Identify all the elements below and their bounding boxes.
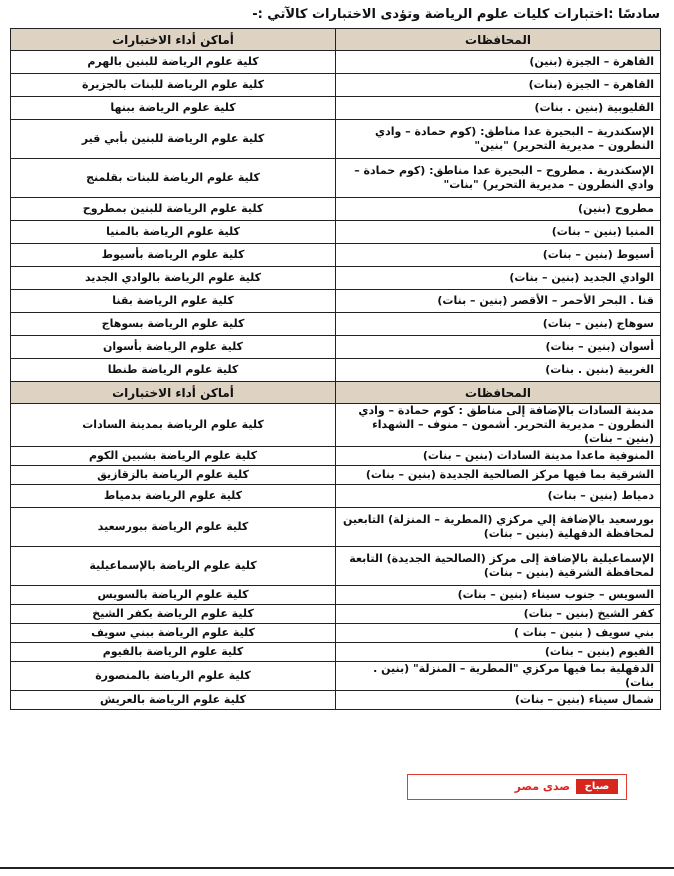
table-row — [11, 624, 661, 643]
watermark-text: صدى مصر — [514, 780, 570, 793]
site-watermark — [407, 774, 627, 800]
table-header-row — [11, 29, 661, 51]
governorate-cell: المنوفية ماعدا مدينة السادات (بنين – بنات) — [336, 447, 661, 466]
table-row — [11, 336, 661, 359]
place-cell: كلية علوم الرياضة بدمياط — [11, 485, 336, 508]
place-cell: كلية علوم الرياضة للبنين بمطروح — [11, 198, 336, 221]
governorate-cell: الشرقية بما فيها مركز الصالحية الجديدة (بنين – بنات) — [336, 466, 661, 485]
place-cell: كلية علوم الرياضة بالعريش — [11, 691, 336, 710]
table-row — [11, 51, 661, 74]
place-cell: كلية علوم الرياضة للبنين بأبي قير — [11, 120, 336, 159]
table-row — [11, 267, 661, 290]
place-cell: كلية علوم الرياضة بالفيوم — [11, 643, 336, 662]
place-cell: كلية علوم الرياضة بأسوان — [11, 336, 336, 359]
place-cell: كلية علوم الرياضة بقنا — [11, 290, 336, 313]
governorate-cell: أسيوط (بنين – بنات) — [336, 244, 661, 267]
governorate-cell: كفر الشيخ (بنين – بنات) — [336, 605, 661, 624]
place-cell: كلية علوم الرياضة بالمنيا — [11, 221, 336, 244]
governorate-cell: قنا . البحر الأحمر – الأقصر (بنين – بنات) — [336, 290, 661, 313]
watermark-logo-mark: صباح — [576, 779, 618, 794]
table-row — [11, 447, 661, 466]
governorate-cell: بورسعيد بالإضافة إلي مركزي (المطرية – المنزلة) التابعين لمحافظة الدقهلية (بنين – بنات) — [336, 508, 661, 547]
table-row — [11, 691, 661, 710]
governorate-cell: الدقهلية بما فيها مركزي "المطرية – المنزلة" (بنين . بنات) — [336, 662, 661, 691]
place-cell: كلية علوم الرياضة بكفر الشيخ — [11, 605, 336, 624]
governorate-cell: الإسكندرية – البحيرة عدا مناطق: (كوم حمادة – وادي النطرون – مديرية التحرير) "بنين" — [336, 120, 661, 159]
governorate-cell: الإسكندرية . مطروح – البحيرة عدا مناطق: (كوم حمادة – وادي النطرون – مديرية التحرير) "بنات" — [336, 159, 661, 198]
governorate-cell: الفيوم (بنين – بنات) — [336, 643, 661, 662]
governorate-cell: القاهرة – الجيزة (بنين) — [336, 51, 661, 74]
governorate-cell: دمياط (بنين – بنات) — [336, 485, 661, 508]
place-cell: كلية علوم الرياضة طنطا — [11, 359, 336, 382]
table-row — [11, 485, 661, 508]
table-row — [11, 605, 661, 624]
place-cell: كلية علوم الرياضة بأسيوط — [11, 244, 336, 267]
table-row — [11, 547, 661, 586]
table-row — [11, 359, 661, 382]
page-bottom-rule — [0, 867, 674, 869]
table-row — [11, 466, 661, 485]
governorate-cell: الغربية (بنين . بنات) — [336, 359, 661, 382]
governorate-cell: السويس – جنوب سيناء (بنين – بنات) — [336, 586, 661, 605]
header-governorates: المحافظات — [336, 29, 661, 51]
governorate-cell: القاهرة – الجيزة (بنات) — [336, 74, 661, 97]
table-row — [11, 244, 661, 267]
table-row — [11, 198, 661, 221]
table-row — [11, 662, 661, 691]
table-row — [11, 508, 661, 547]
place-cell: كلية علوم الرياضة بمدينة السادات — [11, 404, 336, 447]
place-cell: كلية علوم الرياضة بالزقازيق — [11, 466, 336, 485]
place-cell: كلية علوم الرياضة للبنين بالهرم — [11, 51, 336, 74]
exam-locations-table — [10, 28, 661, 710]
table-row — [11, 290, 661, 313]
table-row — [11, 120, 661, 159]
place-cell: كلية علوم الرياضة ببورسعيد — [11, 508, 336, 547]
place-cell: كلية علوم الرياضة بشبين الكوم — [11, 447, 336, 466]
section-heading: سادسًا :اختبارات كليات علوم الرياضة وتؤدى الاختبارات كالآتي :- — [252, 7, 660, 22]
table-row — [11, 74, 661, 97]
header-places: أماكن أداء الاختبارات — [11, 382, 336, 404]
table-row — [11, 221, 661, 244]
place-cell: كلية علوم الرياضة بالمنصورة — [11, 662, 336, 691]
header-places: أماكن أداء الاختبارات — [11, 29, 336, 51]
table-header-row — [11, 382, 661, 404]
governorate-cell: شمال سيناء (بنين – بنات) — [336, 691, 661, 710]
table-row — [11, 159, 661, 198]
place-cell: كلية علوم الرياضة ببنها — [11, 97, 336, 120]
place-cell: كلية علوم الرياضة بسوهاج — [11, 313, 336, 336]
place-cell: كلية علوم الرياضة بالإسماعيلية — [11, 547, 336, 586]
place-cell: كلية علوم الرياضة ببني سويف — [11, 624, 336, 643]
table-row — [11, 586, 661, 605]
header-governorates: المحافظات — [336, 382, 661, 404]
governorate-cell: مدينة السادات بالإضافة إلى مناطق : كوم حمادة – وادي النطرون – مديرية التحرير. أشمون – منوف – الشهداء (بنين – بنات) — [336, 404, 661, 447]
governorate-cell: أسوان (بنين – بنات) — [336, 336, 661, 359]
governorate-cell: سوهاج (بنين – بنات) — [336, 313, 661, 336]
place-cell: كلية علوم الرياضة بالسويس — [11, 586, 336, 605]
governorate-cell: الوادي الجديد (بنين – بنات) — [336, 267, 661, 290]
table-row — [11, 313, 661, 336]
place-cell: كلية علوم الرياضة للبنات بالجزيرة — [11, 74, 336, 97]
table-row — [11, 643, 661, 662]
place-cell: كلية علوم الرياضة بالوادي الجديد — [11, 267, 336, 290]
place-cell: كلية علوم الرياضة للبنات بقلمنج — [11, 159, 336, 198]
governorate-cell: مطروح (بنين) — [336, 198, 661, 221]
governorate-cell: القليوبية (بنين . بنات) — [336, 97, 661, 120]
table-row — [11, 97, 661, 120]
governorate-cell: المنيا (بنين – بنات) — [336, 221, 661, 244]
governorate-cell: بني سويف ( بنين – بنات ) — [336, 624, 661, 643]
table-row — [11, 404, 661, 447]
governorate-cell: الإسماعيلية بالإضافة إلى مركز (الصالحية الجديدة) التابعة لمحافظة الشرقية (بنين – بنات) — [336, 547, 661, 586]
